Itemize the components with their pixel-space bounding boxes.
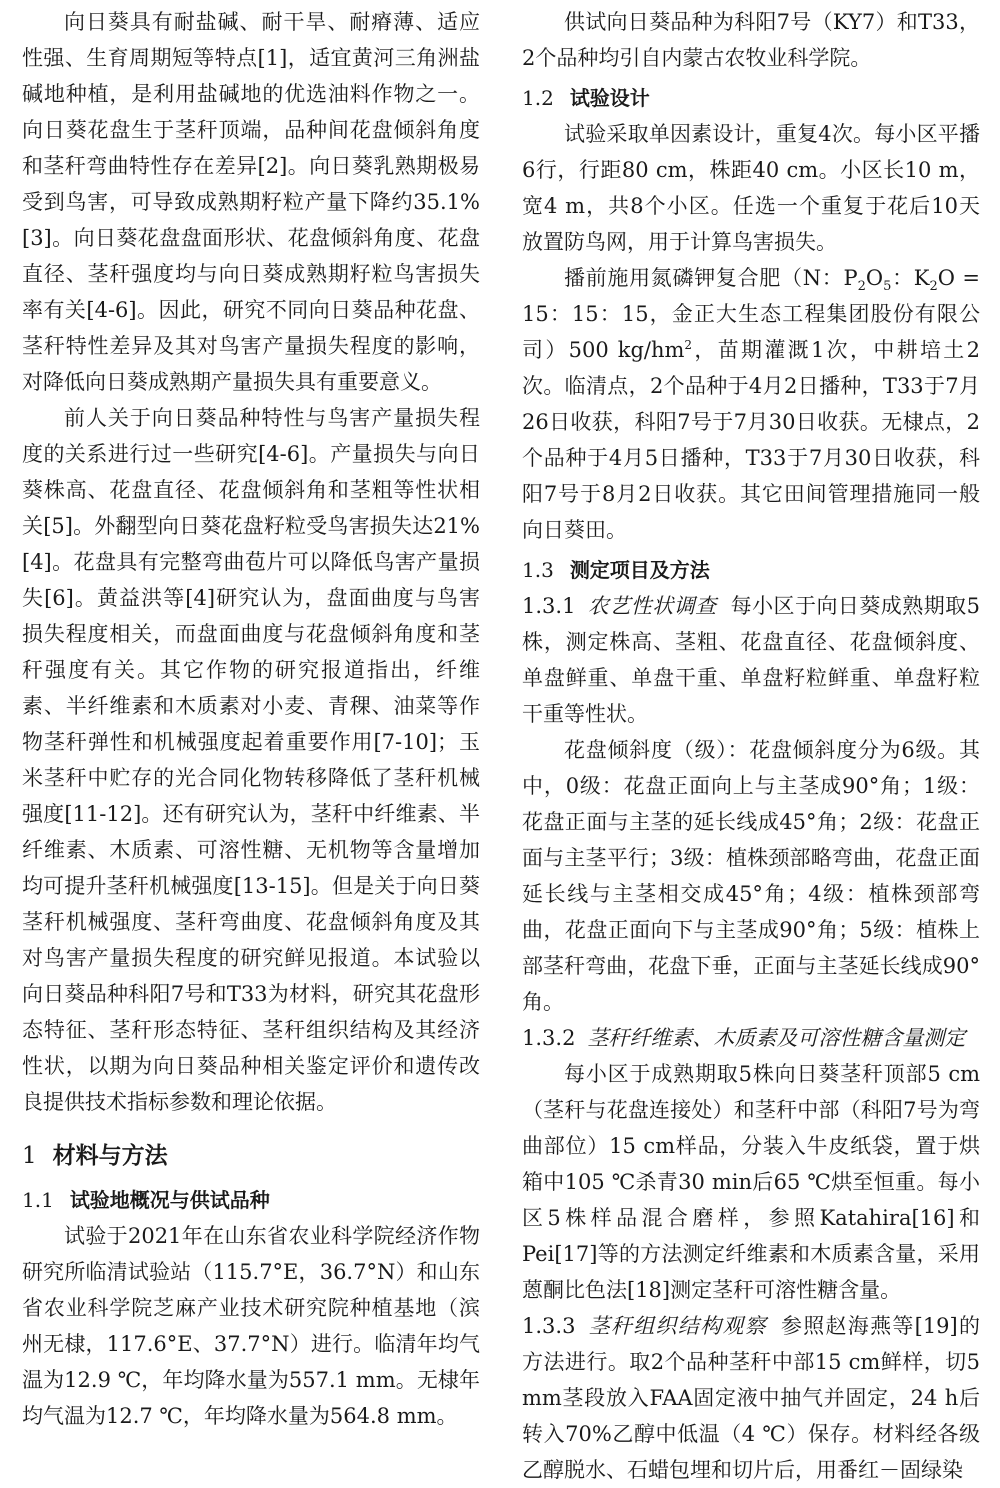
intro-paragraph-1: 向日葵具有耐盐碱、耐干旱、耐瘠薄、适应性强、生育周期短等特点[1]，适宜黄河三角洲盐碱地种植，是利用盐碱地的优选油料作物之一。向日葵花盘生于茎秆顶端，品种间花盘倾斜角度和茎秆弯曲特性存在差异[2]。向日葵乳熟期极易受到鸟害，可导致成熟期籽粒产量下降约35.1%[3]。向日葵花盘盘面形状、花盘倾斜角度、花盘直径、茎秆强度均与向日葵成熟期籽粒鸟害损失率有关[4-6]。因此，研究不同向日葵品种花盘、茎秆特性差异及其对鸟害产量损失程度的影响，对降低向日葵成熟期产量损失具有重要意义。: [22, 10, 480, 394]
subsection-number: 1.1: [22, 1188, 54, 1212]
cellulose-paragraph: 每小区于成熟期取5株向日葵茎秆顶部5 cm（茎秆与花盘连接处）和茎秆中部（科阳7号为弯曲部位）15 cm样品，分装入牛皮纸袋，置于烘箱中105 ℃杀青30 min后65 ℃烘至恒重。每小区5株样品混合磨样，参照Katahira[16]和Pei[17]等的方法测定纤维素和木质素含量，采用蒽酮比色法[18]测定茎秆可溶性糖含量。: [522, 1062, 980, 1302]
tissue-paragraph: [522, 1308, 980, 1488]
variety-paragraph: 供试向日葵品种为科阳7号（KY7）和T33，2个品种均引自内蒙古农牧业科学院。: [522, 10, 980, 70]
subsection-title: 试验地概况与供试品种: [69, 1188, 270, 1212]
site-paragraph: 试验于2021年在山东省农业科学院经济作物研究所临清试验站（115.7°E，36.7°N）和山东省农业科学院芝麻产业技术研究院种植基地（滨州无棣，117.6°E、37.7°N）进行。临清年均气温为12.9 ℃，年均降水量为557.1 mm。无棣年均气温为12.7 ℃，年均降水量为564.8 mm。: [22, 1224, 480, 1428]
right-column: [522, 4, 980, 1488]
subsubsection-title: 茎秆组织结构观察: [587, 1314, 767, 1338]
fertilizer-text-e: ，苗期灌溉1次，中耕培土2次。临清点，2个品种于4月2日播种，T33于7月26日收获，科阳7号于7月30日收获。无棣点，2个品种于4月5日播种，T33于7月30日收获，科阳7号于8月2日收获。其它田间管理措施同一般向日葵田。: [522, 338, 980, 542]
intro-paragraph-2: 前人关于向日葵品种特性与鸟害产量损失程度的关系进行过一些研究[4-6]。产量损失与向日葵株高、花盘直径、花盘倾斜角和茎粗等性状相关[5]。外翻型向日葵花盘籽粒受鸟害损失达21%[4]。花盘具有完整弯曲苞片可以降低鸟害产量损失[6]。黄益洪等[4]研究认为，盘面曲度与鸟害损失程度相关，而盘面曲度与花盘倾斜角度和茎秆强度有关。其它作物的研究报道指出，纤维素、半纤维素和木质素对小麦、青稞、油菜等作物茎秆弹性和机械强度起着重要作用[7-10]；玉米茎秆中贮存的光合同化物转移降低了茎秆机械强度[11-12]。还有研究认为，茎秆中纤维素、半纤维素、木质素、可溶性糖、无机物等含量增加均可提升茎秆机械强度[13-15]。但是关于向日葵茎秆机械强度、茎秆弯曲度、花盘倾斜角度及其对鸟害产量损失程度的研究鲜见报道。本试验以向日葵品种科阳7号和T33为材料，研究其花盘形态特征、茎秆形态特征、茎秆组织结构及其经济性状，以期为向日葵品种相关鉴定评价和遗传改良提供技术指标参数和理论依据。: [22, 406, 480, 1114]
subscript: 2: [929, 279, 938, 295]
section-number: 1: [22, 1143, 37, 1169]
subsection-title: 试验设计: [569, 86, 650, 110]
subsection-number: 1.3: [522, 558, 554, 582]
subscript: 5: [883, 279, 892, 295]
subsubsection-title: 农艺性状调查: [587, 594, 717, 618]
fertilizer-text-d: O = 15：15：15，金正大生态工程集团股份有限公司）500 kg/hm: [522, 266, 980, 362]
design-paragraph: 试验采取单因素设计，重复4次。每小区平播6行，行距80 cm，株距40 cm。小区长10 m，宽4 m，共8个小区。任选一个重复于花后10天放置防鸟网，用于计算鸟害损失。: [522, 122, 980, 254]
tilt-grade-paragraph: 花盘倾斜度（级）：花盘倾斜度分为6级。其中，0级：花盘正面向上与主茎成90°角；1级：花盘正面与主茎的延长线成45°角；2级：花盘正面与主茎平行；3级：植株颈部略弯曲，花盘正面延长线与主茎相交成45°角；4级：植株颈部弯曲，花盘正面向下与主茎成90°角；5级：植株上部茎秆弯曲，花盘下垂，正面与主茎延长线成90°角。: [522, 738, 980, 1014]
subscript: 2: [857, 279, 866, 295]
fertilizer-text-c: ：K: [891, 266, 930, 290]
subsubsection-number: 1.3.2: [522, 1026, 576, 1050]
left-column: [22, 4, 480, 1434]
subsubsection-number: 1.3.1: [522, 594, 576, 618]
subsection-heading-1-1: [22, 1182, 480, 1218]
section-title: 材料与方法: [52, 1142, 168, 1169]
section-heading-materials-methods: [22, 1138, 480, 1174]
agronomic-paragraph: [522, 588, 980, 732]
subsection-heading-1-2: [522, 80, 980, 116]
subsection-title: 测定项目及方法: [569, 558, 710, 582]
subsubsection-heading-1-3-2: [522, 1020, 980, 1056]
tissue-text: 参照赵海燕等[19]的方法进行。取2个品种茎秆中部15 cm鲜样，切5 mm茎段放入FAA固定液中抽气并固定，24 h后转入70%乙醇中低温（4 ℃）保存。材料经各级乙醇脱水、石蜡包埋和切片后，用番红－固绿染: [522, 1314, 981, 1482]
subsection-number: 1.2: [522, 86, 554, 110]
subsubsection-title: 茎秆纤维素、木质素及可溶性糖含量测定: [587, 1026, 966, 1050]
fertilizer-text-b: O: [865, 266, 884, 290]
subsection-heading-1-3: [522, 552, 980, 588]
fertilizer-text-a: 播前施用氮磷钾复合肥（N：P: [564, 266, 858, 290]
superscript: 2: [684, 338, 693, 352]
agronomic-text: 每小区于向日葵成熟期取5株，测定株高、茎粗、花盘直径、花盘倾斜度、单盘鲜重、单盘干重、单盘籽粒鲜重、单盘籽粒干重等性状。: [522, 594, 980, 726]
subsubsection-number: 1.3.3: [522, 1314, 576, 1338]
fertilizer-paragraph: [522, 260, 980, 548]
